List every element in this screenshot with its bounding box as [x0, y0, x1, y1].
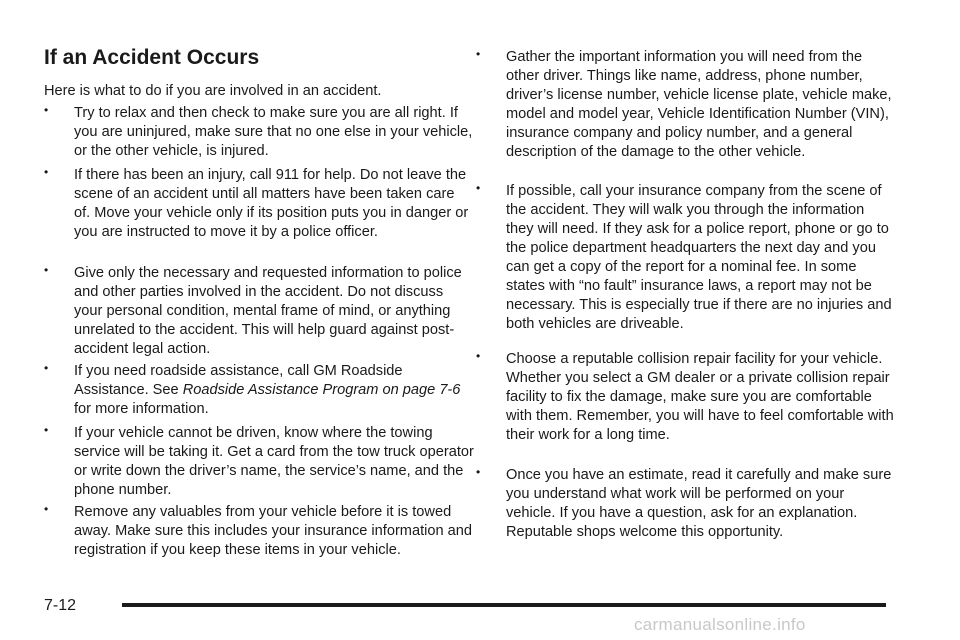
bullet-icon: •	[44, 103, 49, 117]
bullet-icon: •	[44, 361, 49, 375]
list-item	[44, 424, 474, 500]
bullet-icon: •	[44, 263, 49, 277]
bullet-icon: •	[44, 165, 49, 179]
bullet-icon: •	[476, 47, 481, 61]
list-item-text: Choose a reputable collision repair facility for your vehicle. Whether you select a GM dealer or a private collision repair facility to fix the damage, make sure you are comfortable with them. Remember, you will have to feel comfortable with their work for a long time.	[506, 351, 894, 443]
list-item-text: If possible, call your insurance company from the scene of the accident. They will walk you through the information they will need. If they ask for a police report, phone or go to the police department headquarters the next day and you can get a copy of the report for a nominal fee. In some states with “no fault” insurance laws, a report may not be necessary. This is especially true if there are no injuries and both vehicles are driveable.	[506, 183, 892, 332]
list-item-text: If your vehicle cannot be driven, know where the towing service will be taking it. Get a card from the tow truck operator or write down the driver’s name, the service’s name, and the phone number.	[74, 425, 474, 498]
watermark: carmanualsonline.info	[634, 615, 806, 634]
list-item-text: Try to relax and then check to make sure you are all right. If you are uninjured, make sure that no one else in your vehicle, or the other vehicle, is injured.	[74, 105, 473, 159]
list-item	[476, 350, 894, 445]
list-item-text: If there has been an injury, call 911 for help. Do not leave the scene of an accident until all matters have been taken care of. Move your vehicle only if its position puts you in danger or you are instructed to move it by a police officer.	[74, 167, 469, 240]
list-item	[476, 466, 894, 542]
list-item-text: Gather the important information you will need from the other driver. Things like name, address, phone number, driver’s license number, vehicle license plate, vehicle make, model and model year, Vehicle Identification Number (VIN), insurance company and policy number, and a general description of the damage to the other vehicle.	[506, 49, 892, 160]
list-item-text: Remove any valuables from your vehicle before it is towed away. Make sure this includes your insurance information and registration if you keep these items in your vehicle.	[74, 504, 473, 558]
list-item	[476, 48, 894, 162]
page-number: 7-12	[44, 597, 77, 614]
cross-reference-link[interactable]: Roadside Assistance Program on page 7-6	[182, 382, 461, 398]
list-item	[476, 182, 894, 334]
bullet-icon: •	[476, 181, 481, 195]
bullet-icon: •	[44, 502, 49, 516]
list-item-text: Once you have an estimate, read it carefully and make sure you understand what work will be performed on your vehicle. If you have a question, ask for an explanation. Reputable shops welcome this opportunity.	[506, 467, 892, 540]
list-item-text	[44, 362, 474, 419]
bullet-icon: •	[44, 423, 49, 437]
footer-rule	[122, 603, 886, 607]
list-item-text-after: for more information.	[74, 401, 209, 417]
bullet-icon: •	[476, 349, 481, 363]
bullet-icon: •	[476, 465, 481, 479]
list-item	[44, 362, 474, 419]
list-item-text-before: If you need roadside assistance, call GM Roadside Assistance. See	[74, 363, 403, 398]
intro-text: Here is what to do if you are involved in an accident.	[44, 83, 382, 99]
list-item	[44, 166, 474, 242]
section-heading: If an Accident Occurs	[44, 46, 260, 69]
list-item	[44, 264, 474, 359]
list-item	[44, 104, 474, 161]
list-item	[44, 503, 474, 560]
list-item-text: Give only the necessary and requested information to police and other parties involved in the accident. Do not discuss your personal condition, mental frame of mind, or anything unrelated to the accident. This will help guard against post-accident legal action.	[74, 265, 462, 357]
